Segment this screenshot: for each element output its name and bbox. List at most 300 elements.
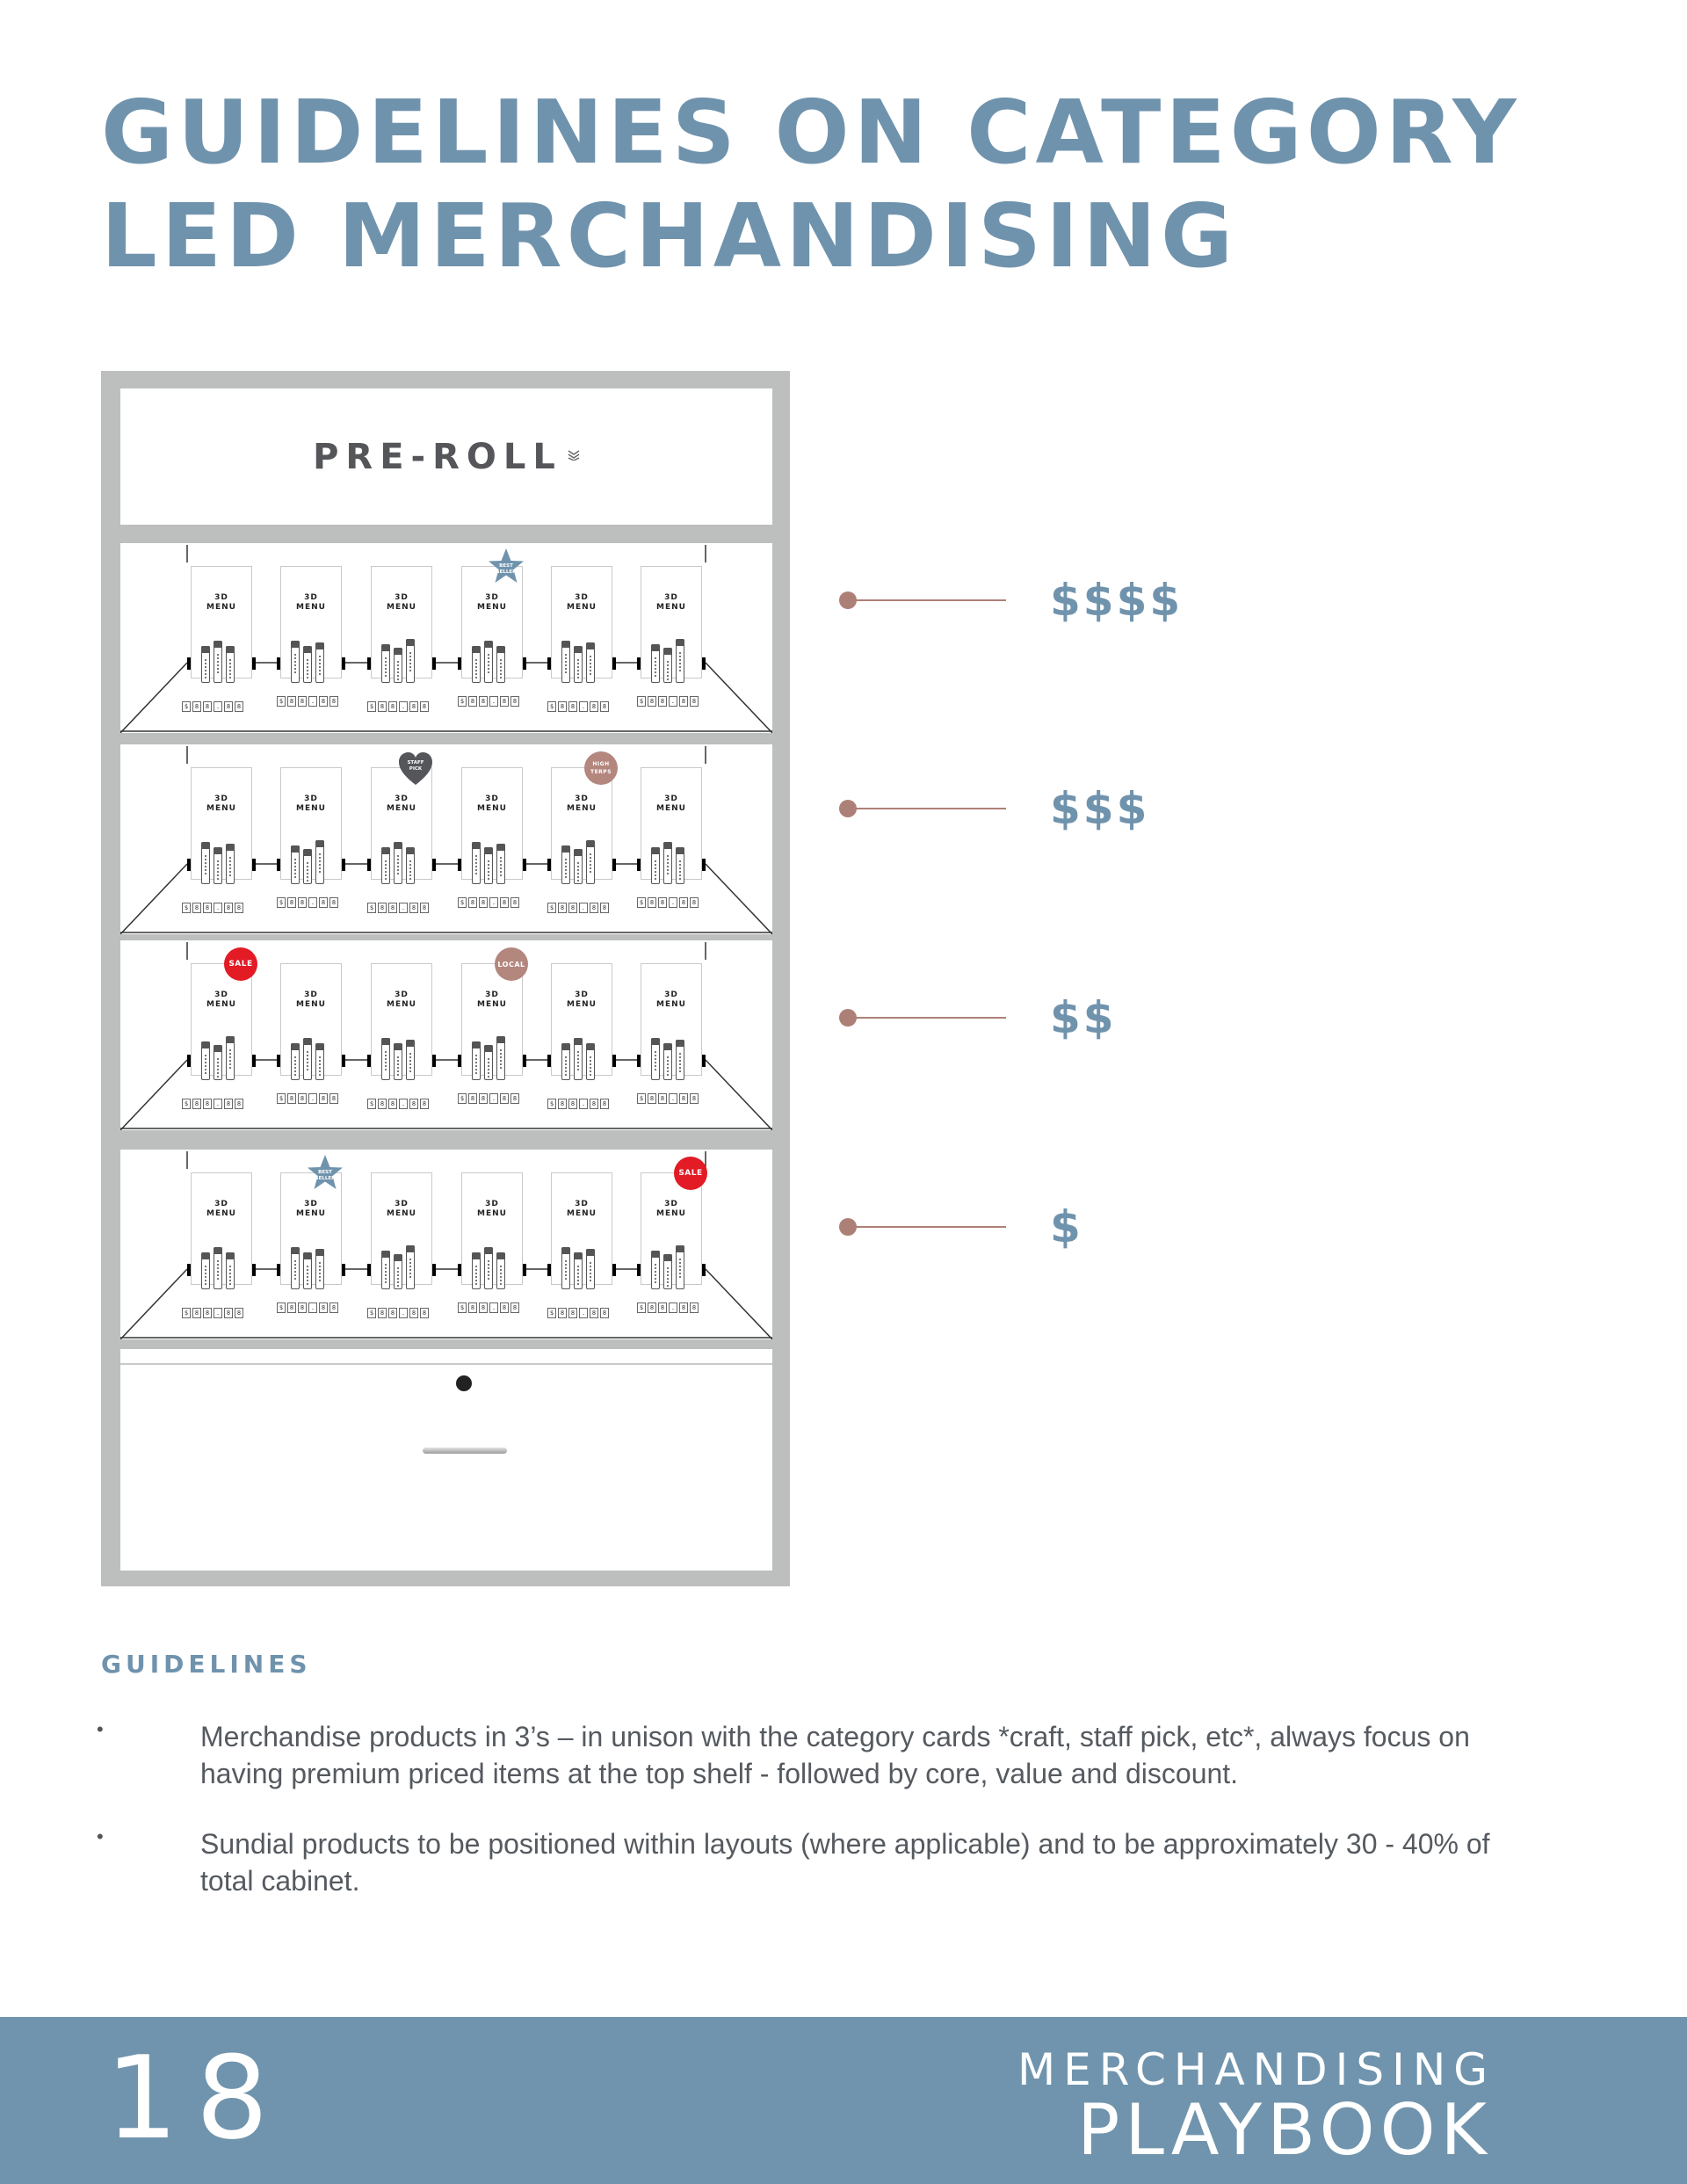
menu-card-line-2: MENU — [387, 1000, 416, 1009]
pre-roll-tube — [676, 1245, 684, 1289]
pre-roll-tube — [484, 1247, 493, 1289]
price-tag — [182, 1308, 243, 1318]
pre-roll-tube — [291, 845, 300, 884]
pre-roll-tubes — [559, 1036, 605, 1089]
badge-text: SELLER — [315, 1176, 336, 1181]
sale-badge: SALE — [674, 1157, 707, 1190]
price-digit: 8 — [479, 1302, 488, 1313]
product-facing — [551, 566, 612, 724]
price-tag — [458, 897, 519, 908]
price-digit: 8 — [319, 897, 328, 908]
shelf-edge — [706, 1269, 772, 1339]
pre-roll-tubes — [469, 1245, 515, 1298]
pre-roll-tube — [214, 1247, 222, 1289]
price-digit: 8 — [203, 903, 212, 913]
shelf-edge — [120, 663, 187, 733]
price-digit: $ — [367, 1308, 376, 1318]
pre-roll-tube — [663, 842, 672, 884]
price-digit: 8 — [510, 897, 519, 908]
price-digit: 8 — [479, 1093, 488, 1104]
guideline-text: Merchandise products in 3’s – in unison with the category cards *craft, staff pick, etc*, always focus on having premium priced items at the top shelf - followed by core, value and discount. — [200, 1721, 1470, 1789]
price-digit: . — [399, 1308, 408, 1318]
price-digit: 8 — [568, 1308, 577, 1318]
pre-roll-tube — [201, 1252, 210, 1289]
pre-roll-tube — [303, 1038, 312, 1080]
price-tag — [182, 1099, 243, 1109]
price-digit: 8 — [235, 903, 243, 913]
price-digit: 8 — [224, 1099, 233, 1109]
menu-card-line-2: MENU — [296, 1209, 326, 1218]
page-title-line-1: GUIDELINES ON CATEGORY — [101, 81, 1521, 184]
pre-roll-tubes — [379, 639, 424, 692]
pre-roll-tube — [561, 845, 570, 884]
price-digit: 8 — [192, 903, 201, 913]
pre-roll-tube — [651, 644, 660, 683]
pre-roll-tube — [394, 648, 402, 683]
price-digit: . — [669, 897, 677, 908]
pre-roll-tubes — [648, 1245, 694, 1298]
price-digit: 8 — [679, 1302, 688, 1313]
menu-card-line-1: 3D — [664, 593, 678, 602]
price-digit: 8 — [468, 696, 477, 707]
pre-roll-tubes — [648, 840, 694, 893]
price-digit: $ — [547, 1308, 556, 1318]
pre-roll-tube — [214, 641, 222, 683]
price-digit: 8 — [468, 897, 477, 908]
menu-card-line-2: MENU — [567, 804, 597, 813]
price-digit: $ — [637, 1093, 646, 1104]
menu-card-line-1: 3D — [304, 1200, 318, 1208]
badge-text: BEST — [499, 563, 513, 569]
price-digit: 8 — [203, 1099, 212, 1109]
pre-roll-tube — [291, 1247, 300, 1289]
price-digit: 8 — [224, 701, 233, 712]
pre-roll-tubes — [559, 840, 605, 893]
brand-line-2: PLAYBOOK — [1077, 2089, 1492, 2171]
price-digit: 8 — [568, 701, 577, 712]
pre-roll-tube — [472, 1041, 481, 1080]
pre-roll-tube — [496, 646, 505, 683]
price-tag — [458, 1302, 519, 1313]
price-digit: 8 — [658, 1302, 667, 1313]
best-seller-star-icon — [486, 547, 526, 587]
menu-card-line-2: MENU — [206, 603, 236, 612]
price-digit: 8 — [409, 1099, 418, 1109]
pre-roll-tube — [586, 840, 595, 884]
pre-roll-tube — [676, 1040, 684, 1080]
product-facing — [280, 767, 342, 925]
price-digit: 8 — [590, 903, 598, 913]
pre-roll-tube — [226, 1252, 235, 1289]
menu-card-line-1: 3D — [575, 990, 589, 999]
menu-card-line-1: 3D — [664, 795, 678, 803]
drawer-knob-icon — [456, 1375, 472, 1391]
tier-label: $$$ — [1050, 783, 1150, 834]
menu-card-line-1: 3D — [575, 1200, 589, 1208]
price-tag — [182, 903, 243, 913]
price-digit: 8 — [510, 1093, 519, 1104]
price-digit: 8 — [510, 696, 519, 707]
page-title-line-2: LED MERCHANDISING — [101, 185, 1238, 287]
shelf-top — [120, 543, 772, 733]
price-digit: 8 — [658, 897, 667, 908]
sale-badge: SALE — [224, 947, 257, 981]
price-tag — [637, 1302, 699, 1313]
pre-roll-tube — [651, 1251, 660, 1289]
tier-connector — [851, 1017, 1006, 1019]
menu-card-line-1: 3D — [395, 1200, 409, 1208]
price-digit: . — [399, 903, 408, 913]
price-tag — [637, 1093, 699, 1104]
drawer-edge — [120, 1363, 772, 1365]
product-facing — [461, 1172, 523, 1331]
tier-connector — [851, 1226, 1006, 1228]
menu-card-line-2: MENU — [206, 804, 236, 813]
price-tag — [277, 696, 338, 707]
pre-roll-tubes — [288, 1245, 334, 1298]
pre-roll-tube — [315, 1249, 324, 1289]
product-facing — [371, 963, 432, 1121]
menu-card-line-2: MENU — [656, 1209, 686, 1218]
pre-roll-tube — [303, 849, 312, 884]
tier-label: $ — [1050, 1201, 1083, 1252]
menu-card-line-2: MENU — [387, 804, 416, 813]
price-digit: . — [308, 1302, 317, 1313]
price-digit: 8 — [420, 1308, 429, 1318]
price-tag — [547, 903, 609, 913]
menu-card-line-1: 3D — [395, 990, 409, 999]
price-digit: 8 — [409, 701, 418, 712]
price-digit: 8 — [558, 1308, 567, 1318]
price-digit: . — [489, 897, 498, 908]
price-digit: 8 — [510, 1302, 519, 1313]
menu-card-line-1: 3D — [575, 795, 589, 803]
price-digit: . — [489, 696, 498, 707]
pre-roll-tube — [315, 642, 324, 683]
pre-roll-tubes — [199, 1036, 244, 1089]
price-digit: 8 — [500, 696, 509, 707]
price-digit: 8 — [388, 1308, 397, 1318]
price-tag — [277, 1302, 338, 1313]
badge-text: BEST — [318, 1170, 332, 1175]
price-digit: 8 — [558, 701, 567, 712]
shelf-second — [120, 744, 772, 934]
pre-roll-tube — [676, 639, 684, 683]
product-facing — [641, 566, 702, 724]
list-item — [97, 1825, 1546, 1899]
price-digit: 8 — [420, 1099, 429, 1109]
pre-roll-tube — [586, 1043, 595, 1080]
price-digit: $ — [637, 1302, 646, 1313]
price-digit: . — [669, 696, 677, 707]
price-digit: $ — [277, 1093, 286, 1104]
pre-roll-tube — [303, 1252, 312, 1289]
price-tag — [367, 903, 429, 913]
price-digit: 8 — [319, 1302, 328, 1313]
price-digit: 8 — [679, 1093, 688, 1104]
price-digit: . — [669, 1302, 677, 1313]
product-facing — [280, 1172, 342, 1331]
price-digit: 8 — [378, 701, 387, 712]
price-digit: 8 — [235, 1308, 243, 1318]
price-digit: 8 — [500, 897, 509, 908]
price-digit: 8 — [500, 1302, 509, 1313]
pre-roll-tubes — [379, 1036, 424, 1089]
product-facing — [280, 963, 342, 1121]
price-digit: $ — [458, 1093, 467, 1104]
pre-roll-tube — [586, 642, 595, 683]
product-facing — [184, 1172, 252, 1331]
price-digit: 8 — [648, 897, 656, 908]
high-terps-badge: HIGH TERPS — [584, 751, 618, 785]
menu-card-line-2: MENU — [387, 1209, 416, 1218]
price-digit: 8 — [319, 1093, 328, 1104]
tier-connector — [851, 599, 1006, 601]
pre-roll-tubes — [469, 840, 515, 893]
price-tag — [277, 1093, 338, 1104]
product-facing — [371, 1172, 432, 1331]
price-digit: $ — [277, 696, 286, 707]
guidelines-list — [97, 1718, 1546, 1933]
price-digit: 8 — [287, 696, 296, 707]
pre-roll-tube — [406, 847, 415, 884]
price-digit: 8 — [319, 696, 328, 707]
pre-roll-tube — [394, 842, 402, 884]
page-number: 18 — [105, 2031, 286, 2165]
pre-roll-tubes — [288, 639, 334, 692]
price-digit: . — [214, 1099, 222, 1109]
pre-roll-tube — [201, 646, 210, 683]
price-digit: $ — [458, 897, 467, 908]
price-digit: 8 — [298, 696, 307, 707]
pre-roll-tube — [394, 1254, 402, 1289]
price-digit: $ — [182, 701, 191, 712]
pre-roll-tube — [394, 1043, 402, 1080]
product-facing — [641, 767, 702, 925]
price-digit: 8 — [679, 897, 688, 908]
product-facing — [551, 1172, 612, 1331]
pre-roll-tube — [201, 842, 210, 884]
pre-roll-tube — [574, 1252, 583, 1289]
price-digit: 8 — [590, 1099, 598, 1109]
menu-card-line-2: MENU — [656, 603, 686, 612]
pre-roll-tube — [496, 844, 505, 884]
shelf-edge — [706, 663, 772, 733]
cabinet-header — [120, 388, 772, 525]
menu-card-line-2: MENU — [387, 603, 416, 612]
price-digit: 8 — [479, 696, 488, 707]
price-digit: 8 — [690, 1093, 699, 1104]
price-digit: 8 — [679, 696, 688, 707]
price-digit: 8 — [690, 696, 699, 707]
badge-text: STAFF — [407, 760, 424, 765]
menu-card-line-1: 3D — [214, 990, 228, 999]
price-digit: 8 — [378, 1099, 387, 1109]
menu-card-line-2: MENU — [477, 804, 507, 813]
price-digit: 8 — [600, 1099, 609, 1109]
pre-roll-tube — [574, 1038, 583, 1080]
product-facing — [639, 1168, 703, 1331]
product-facing — [184, 959, 253, 1121]
pre-roll-tube — [651, 847, 660, 884]
price-digit: 8 — [192, 1308, 201, 1318]
pre-roll-tube — [651, 1038, 660, 1080]
price-digit: . — [308, 696, 317, 707]
pre-roll-tube — [472, 842, 481, 884]
product-facing — [184, 566, 252, 724]
price-digit: 8 — [388, 1099, 397, 1109]
menu-card-line-2: MENU — [296, 1000, 326, 1009]
price-digit: 8 — [298, 1093, 307, 1104]
price-digit: 8 — [658, 696, 667, 707]
menu-card-line-2: MENU — [206, 1209, 236, 1218]
price-digit: 8 — [568, 903, 577, 913]
price-digit: 8 — [235, 1099, 243, 1109]
pre-roll-tubes — [379, 1245, 424, 1298]
price-digit: $ — [637, 696, 646, 707]
price-digit: $ — [637, 897, 646, 908]
menu-card-line-1: 3D — [395, 795, 409, 803]
price-digit: 8 — [329, 1302, 338, 1313]
price-tag — [367, 1308, 429, 1318]
price-digit: 8 — [420, 903, 429, 913]
shelf-bottom — [120, 1150, 772, 1339]
footer — [0, 2017, 1687, 2184]
price-digit: 8 — [409, 903, 418, 913]
price-digit: 8 — [558, 903, 567, 913]
price-digit: 8 — [590, 701, 598, 712]
page-title — [101, 81, 1595, 288]
price-digit: . — [214, 903, 222, 913]
price-digit: 8 — [235, 701, 243, 712]
price-digit: 8 — [329, 696, 338, 707]
price-digit: . — [399, 701, 408, 712]
price-digit: $ — [367, 903, 376, 913]
menu-card-line-1: 3D — [664, 1200, 678, 1208]
pre-roll-tube — [406, 639, 415, 683]
price-digit: 8 — [224, 903, 233, 913]
price-digit: . — [669, 1093, 677, 1104]
list-item — [97, 1718, 1546, 1792]
pre-roll-tube — [472, 646, 481, 683]
price-digit: 8 — [298, 897, 307, 908]
menu-card-line-1: 3D — [485, 795, 499, 803]
menu-card-line-2: MENU — [656, 1000, 686, 1009]
price-tag — [182, 701, 243, 712]
price-digit: 8 — [378, 903, 387, 913]
staff-pick-heart-icon — [395, 748, 436, 788]
price-digit: . — [214, 1308, 222, 1318]
pre-roll-tubes — [469, 1036, 515, 1089]
pre-roll-tube — [406, 1245, 415, 1289]
price-digit: $ — [547, 903, 556, 913]
price-digit: 8 — [329, 1093, 338, 1104]
drawer-handle — [423, 1448, 507, 1454]
price-digit: 8 — [468, 1093, 477, 1104]
price-tag — [637, 696, 699, 707]
product-facing — [371, 566, 432, 724]
cabinet-drawer — [120, 1349, 772, 1571]
pre-roll-tube — [315, 1043, 324, 1080]
price-digit: $ — [547, 1099, 556, 1109]
pre-roll-tubes — [199, 639, 244, 692]
product-facing — [551, 963, 612, 1121]
menu-card-line-1: 3D — [395, 593, 409, 602]
guideline-text: Sundial products to be positioned within layouts (where applicable) and to be approximately 30 - 40% of total cabinet. — [200, 1828, 1490, 1897]
menu-card-line-1: 3D — [575, 593, 589, 602]
price-digit: . — [579, 1099, 588, 1109]
pre-roll-tube — [663, 1043, 672, 1080]
pre-roll-tube — [561, 641, 570, 683]
product-facing — [280, 566, 342, 724]
price-digit: $ — [182, 1099, 191, 1109]
pre-roll-tube — [381, 644, 390, 683]
price-digit: 8 — [388, 701, 397, 712]
price-digit: 8 — [378, 1308, 387, 1318]
menu-card-line-2: MENU — [296, 603, 326, 612]
price-digit: 8 — [648, 1302, 656, 1313]
product-facing — [461, 767, 523, 925]
price-digit: . — [579, 903, 588, 913]
menu-card-line-2: MENU — [477, 603, 507, 612]
tier-label: $$ — [1050, 992, 1117, 1043]
pre-roll-tube — [315, 840, 324, 884]
pre-roll-tubes — [559, 639, 605, 692]
price-tag — [458, 1093, 519, 1104]
price-digit: 8 — [690, 897, 699, 908]
pre-roll-tube — [226, 646, 235, 683]
tier-connector — [851, 808, 1006, 809]
price-digit: 8 — [192, 701, 201, 712]
price-digit: $ — [367, 701, 376, 712]
price-digit: 8 — [600, 903, 609, 913]
menu-card-line-1: 3D — [485, 990, 499, 999]
menu-card-line-2: MENU — [477, 1000, 507, 1009]
price-digit: 8 — [479, 897, 488, 908]
pre-roll-tube — [484, 641, 493, 683]
pre-roll-tube — [496, 1252, 505, 1289]
pre-roll-tube — [574, 849, 583, 884]
pre-roll-tube — [676, 847, 684, 884]
price-digit: 8 — [590, 1308, 598, 1318]
price-digit: $ — [277, 1302, 286, 1313]
price-digit: 8 — [287, 1302, 296, 1313]
pre-roll-tubes — [648, 639, 694, 692]
shelf-edge — [120, 1269, 187, 1339]
menu-card-line-2: MENU — [567, 1000, 597, 1009]
menu-card-line-1: 3D — [485, 593, 499, 602]
price-digit: . — [489, 1302, 498, 1313]
price-digit: . — [308, 1093, 317, 1104]
price-tag — [547, 701, 609, 712]
menu-card-line-1: 3D — [214, 1200, 228, 1208]
menu-card-line-2: MENU — [656, 804, 686, 813]
price-tag — [547, 1308, 609, 1318]
pre-roll-tube — [663, 648, 672, 683]
menu-card-line-1: 3D — [485, 1200, 499, 1208]
pre-roll-tubes — [469, 639, 515, 692]
pre-roll-tube — [226, 1036, 235, 1080]
price-digit: $ — [458, 696, 467, 707]
menu-card-line-2: MENU — [567, 1209, 597, 1218]
pre-roll-tube — [586, 1249, 595, 1289]
price-digit: 8 — [329, 897, 338, 908]
pre-roll-tube — [291, 1043, 300, 1080]
menu-card-line-2: MENU — [206, 1000, 236, 1009]
price-digit: 8 — [558, 1099, 567, 1109]
shelf-edge — [120, 864, 187, 934]
pre-roll-tube — [381, 847, 390, 884]
